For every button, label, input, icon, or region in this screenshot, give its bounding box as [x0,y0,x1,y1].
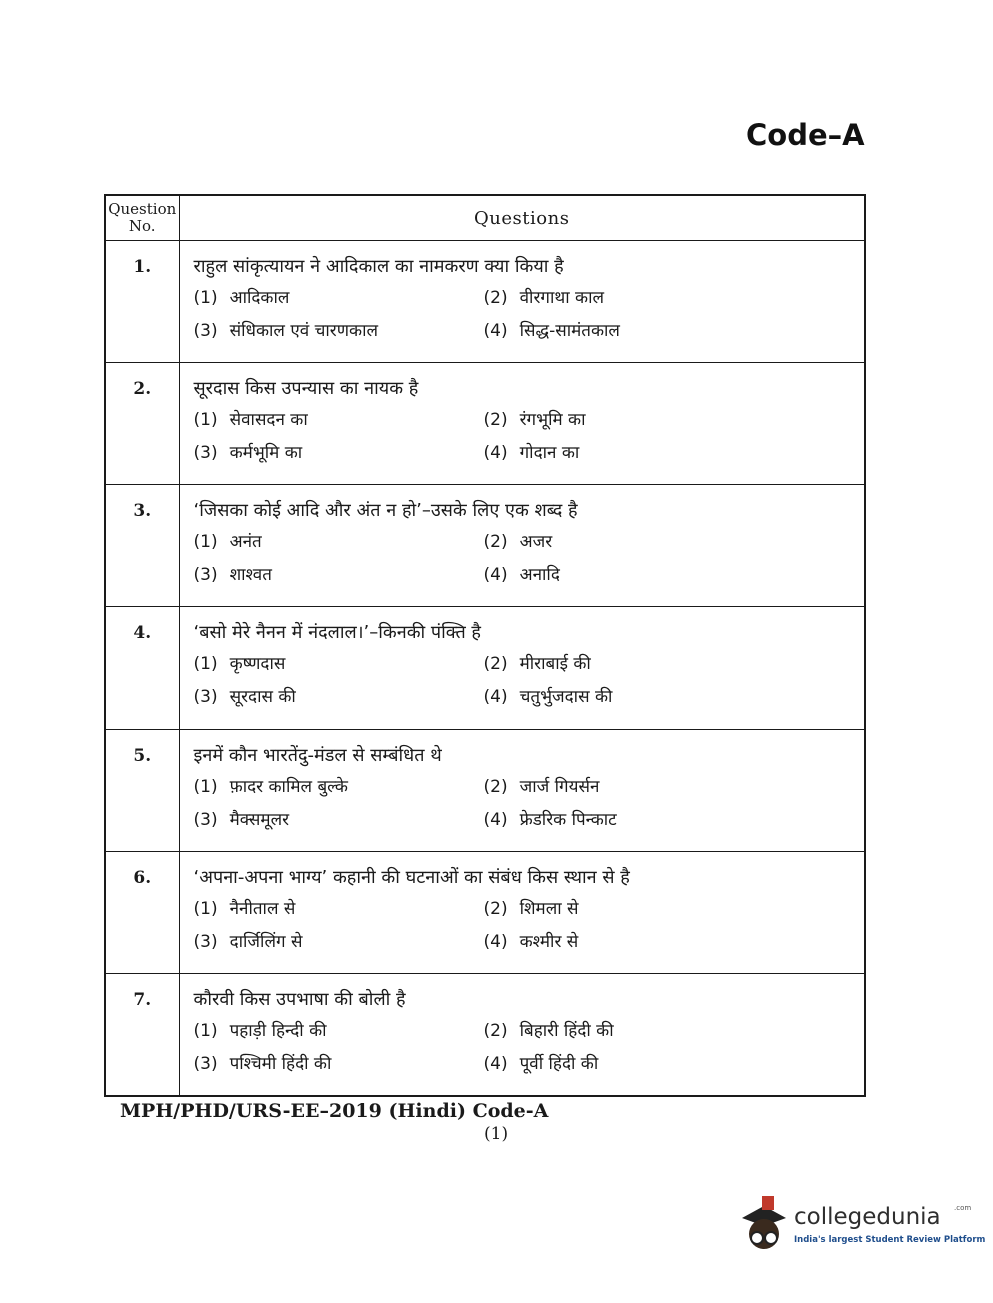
question-cell [179,363,865,485]
option-number: (4) [483,1053,508,1074]
option-4 [484,318,764,345]
question-number: 5. [105,729,179,851]
collegedunia-mascot-icon [736,1196,792,1256]
option-list [194,774,855,834]
option-text: दार्जिलिंग से [229,931,303,952]
option-number: (2) [483,1020,508,1041]
option-number: (2) [483,776,508,797]
option-number: (1) [193,654,218,675]
option-text: शाश्वत [229,565,272,586]
question-table [104,194,866,1097]
option-4 [484,684,764,711]
option-text: वीरगाथा काल [519,288,605,308]
option-text: चतुर्भुजदास की [519,687,613,708]
option-2 [484,896,764,923]
option-number: (2) [483,410,508,431]
questions-header: Questions [179,195,865,241]
option-text: नैनीताल से [229,898,296,919]
page-number: (1) [484,1124,509,1144]
option-text: कश्मीर से [519,931,579,952]
option-list [194,1018,855,1078]
option-number: (4) [483,565,508,586]
collegedunia-brand-suffix: .com [954,1204,972,1212]
option-number: (2) [483,654,508,675]
option-text: फ्रेडरिक पिन्काट [519,809,617,830]
option-4 [484,440,764,467]
option-number: (3) [193,565,218,586]
question-no-header-line1: Question [108,200,177,218]
option-text: सूरदास की [229,687,296,708]
option-text: बिहारी हिंदी की [519,1020,614,1041]
option-3 [194,440,484,467]
option-1 [194,407,484,434]
footer-exam-code: MPH/PHD/URS-EE–2019 (Hindi) Code-A [120,1100,549,1122]
table-header-row [105,195,865,241]
option-text: सेवासदन का [229,410,308,431]
option-number: (3) [193,321,218,341]
option-text: सिद्ध-सामंतकाल [519,321,620,341]
option-text: मीराबाई की [519,654,591,675]
question-row [105,973,865,1096]
option-number: (3) [193,931,218,952]
question-number: 4. [105,607,179,729]
option-number: (4) [483,321,508,341]
option-4 [484,562,764,589]
question-cell [179,729,865,851]
option-number: (1) [193,410,218,431]
question-row [105,241,865,363]
option-1 [194,1018,484,1045]
question-cell [179,485,865,607]
question-no-header [105,195,179,241]
option-number: (1) [193,288,218,308]
option-number: (1) [193,898,218,919]
question-text: कौरवी किस उपभाषा की बोली है [193,988,406,1010]
option-2 [484,407,764,434]
option-list [194,529,855,589]
option-text: संधिकाल एवं चारणकाल [229,321,379,341]
option-text: अनादि [519,565,560,586]
option-2 [484,285,764,312]
option-list [194,651,855,711]
question-text: सूरदास किस उपन्यास का नायक है [193,378,419,400]
question-row [105,607,865,729]
option-4 [484,1051,764,1078]
collegedunia-brand-name: collegedunia [794,1204,941,1230]
option-text: मैक्समूलर [229,809,290,830]
question-number: 2. [105,363,179,485]
option-text: पश्चिमी हिंदी की [229,1053,332,1074]
option-3 [194,562,484,589]
option-number: (4) [483,931,508,952]
question-text: ‘जिसका कोई आदि और अंत न हो’–उसके लिए एक शब्द है [193,500,578,522]
option-4 [484,807,764,834]
option-3 [194,807,484,834]
option-list [194,407,855,467]
option-2 [484,651,764,678]
option-4 [484,929,764,956]
question-text: ‘बसो मेरे नैनन में नंदलाल।’–किनकी पंक्ति है [193,622,481,644]
option-1 [194,285,484,312]
option-number: (2) [483,898,508,919]
question-number: 3. [105,485,179,607]
option-number: (3) [193,809,218,830]
option-3 [194,318,484,345]
option-number: (4) [483,809,508,830]
option-1 [194,651,484,678]
question-no-header-line2: No. [128,217,156,235]
option-number: (1) [193,532,218,553]
option-number: (2) [483,532,508,553]
option-1 [194,529,484,556]
option-text: पहाड़ी हिन्दी की [229,1020,327,1041]
option-number: (1) [193,1020,218,1041]
question-text: ‘अपना-अपना भाग्य’ कहानी की घटनाओं का संबंध किस स्थान से है [193,866,630,888]
option-text: रंगभूमि का [519,410,586,431]
collegedunia-tagline: India's largest Student Review Platform [794,1235,986,1245]
option-2 [484,774,764,801]
option-text: फ़ादर कामिल बुल्के [229,776,348,797]
collegedunia-watermark [736,1196,986,1258]
option-number: (3) [193,1053,218,1074]
option-1 [194,896,484,923]
option-number: (1) [193,776,218,797]
question-number: 7. [105,973,179,1096]
option-number: (3) [193,443,218,464]
option-3 [194,684,484,711]
question-number: 6. [105,851,179,973]
question-cell [179,851,865,973]
question-number: 1. [105,241,179,363]
option-2 [484,529,764,556]
option-number: (4) [483,687,508,708]
option-number: (4) [483,443,508,464]
option-text: अजर [519,532,553,553]
option-number: (2) [483,288,508,308]
option-number: (3) [193,687,218,708]
option-text: अनंत [229,532,262,553]
option-2 [484,1018,764,1045]
option-1 [194,774,484,801]
option-text: पूर्वी हिंदी की [519,1053,599,1074]
option-3 [194,929,484,956]
question-cell [179,607,865,729]
paper-code: Code–A [746,118,865,152]
option-text: कृष्णदास [229,654,286,675]
question-row [105,485,865,607]
option-list [194,285,855,345]
option-text: कर्मभूमि का [229,443,303,464]
option-text: जार्ज गियर्सन [519,776,600,797]
option-text: गोदान का [519,443,580,464]
question-row [105,729,865,851]
question-text: राहुल सांकृत्यायन ने आदिकाल का नामकरण क्या किया है [193,256,564,277]
question-cell [179,973,865,1096]
option-3 [194,1051,484,1078]
question-row [105,363,865,485]
option-list [194,896,855,956]
question-text: इनमें कौन भारतेंदु-मंडल से सम्बंधित थे [193,744,442,766]
option-text: शिमला से [519,898,579,919]
question-cell [179,241,865,363]
option-text: आदिकाल [229,288,290,308]
question-row [105,851,865,973]
